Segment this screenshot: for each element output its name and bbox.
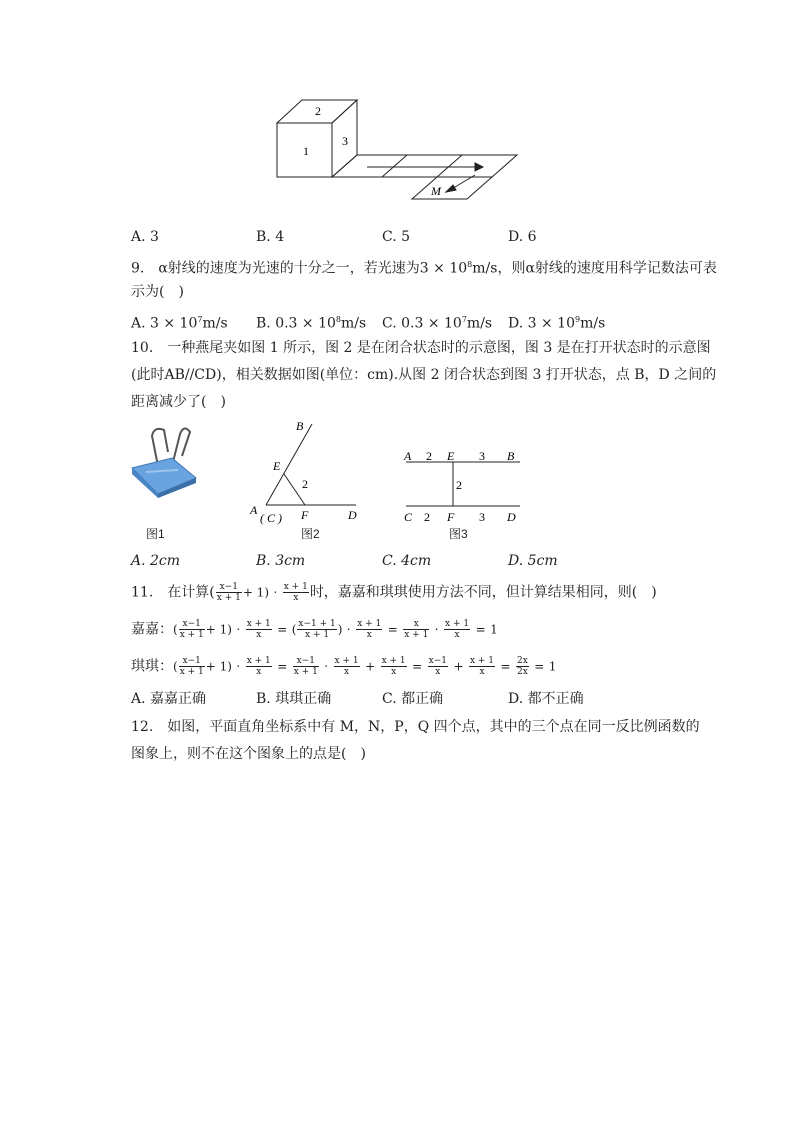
q11-jiajia-line: 嘉嘉：( $\frac{x-1}{x + 1}$ + 1) · $\frac{x + 1}{x}$ = ( $\frac{x-1 + 1}{x + 1}$ ) · $\frac{x + 1}{x}$ = $\frac{x}{x + 1}$ · $\frac{x + 1}{x}$ = 1 [131,619,498,640]
q12-stem-line1: 12. 如图，平面直角坐标系中有 M，N，P，Q 四个点，其中的三个点在同一反比例函数的 [131,719,700,735]
q8-option-c: C. 5 [382,229,411,245]
q10-stem-line1: 10. 一种燕尾夹如图 1 所示，图 2 是在闭合状态时的示意图，图 3 是在打开状态时的示意图 [131,340,711,356]
q10-option-b: B. 3cm [256,553,306,569]
point-m-label: M [431,184,441,198]
q8-option-d: D. 6 [508,229,537,245]
frac-xm1-over-xp1: $\frac{x-1}{x + 1}$ [216,582,241,603]
figure3-diagram [398,445,528,527]
fig2-label-b: B [296,419,304,433]
q10-option-c: C. 4cm [382,553,432,569]
fig3-label-d: D [507,510,516,524]
face-3-label: 3 [342,134,348,148]
fig3-label-3-bottom: 3 [479,510,485,524]
q10-option-a: A. 2cm [131,553,181,569]
strip-top [332,155,517,177]
face-1-label: 1 [303,144,309,158]
cube-net-figure [270,95,530,205]
figure1-caption: 图1 [146,527,165,541]
q9-option-a: A. $3 \times 10^7m/s$ [131,315,228,332]
figure2-caption: 图2 [301,527,320,541]
fig2-label-c: ( C ) [260,511,282,525]
fig3-label-e: E [447,449,455,463]
fig3-label-3-top: 3 [479,449,485,463]
q9-option-c: C. $0.3 \times 10^7m/s$ [382,315,493,332]
fig2-label-f: F [301,508,309,522]
fig2-label-a: A [250,503,258,517]
q11-stem: 11. 在计算( $\frac{x-1}{x + 1}$ + 1) · $\frac{x + 1}{x}$ 时，嘉嘉和琪琪使用方法不同，但计算结果相同，则( ) [131,582,657,603]
figure2-diagram [244,418,368,530]
frac-xp1-over-x: $\frac{x + 1}{x}$ [283,582,308,603]
fig3-label-c: C [404,510,413,524]
q11-option-a: A. 嘉嘉正确 [131,691,207,707]
q10-stem-line2: (此时AB//CD)，相关数据如图(单位：cm).从图 2 闭合状态到图 3 打开状态，点 B，D 之间的 [131,367,717,383]
q9-stem-line1: 9. α射线的速度为光速的十分之一，若光速为$3 \times 10^8m/s$，则α射线的速度用科学记数法可表 [131,260,717,277]
q10-stem-line3: 距离减少了( ) [131,394,226,410]
q8-option-b: B. 4 [256,229,285,245]
q8-option-a: A. 3 [131,229,159,245]
q9-option-b: B. $0.3 \times 10^8m/s$ [256,315,367,332]
fig3-label-a: A [404,449,412,463]
q11-option-d: D. 都不正确 [508,691,584,707]
fig2-label-2: 2 [302,477,308,491]
fig3-label-b: B [507,449,515,463]
fig3-label-2-mid: 2 [456,478,462,492]
figure3-caption: 图3 [449,527,468,541]
face-2-label: 2 [315,104,321,118]
fig3-label-2-bottom: 2 [424,510,430,524]
q9-stem-line2: 示为( ) [131,284,184,300]
q9-option-d: D. $3 \times 10^9m/s$ [508,315,606,332]
q12-stem-line2: 图象上，则不在这个图象上的点是( ) [131,746,366,762]
q11-option-b: B. 琪琪正确 [256,691,332,707]
q11-qiqi-line: 琪琪：( $\frac{x-1}{x + 1}$ + 1) · $\frac{x + 1}{x}$ = $\frac{x-1}{x + 1}$ · $\frac{x + 1}{x}$ + $\frac{x + 1}{x}$ = $\frac{x-1}{x}$ + $\frac{x + 1}{x}$ = $\frac{2x}{2x}$ = 1 [131,656,557,677]
fig3-label-f: F [447,510,455,524]
q10-option-d: D. 5cm [508,553,558,569]
fig3-label-2-top: 2 [426,449,432,463]
fig2-label-e: E [273,459,281,473]
binder-clip-image [128,422,200,500]
q11-option-c: C. 都正确 [382,691,444,707]
clip-body [132,458,196,494]
fig2-label-d: D [348,508,357,522]
